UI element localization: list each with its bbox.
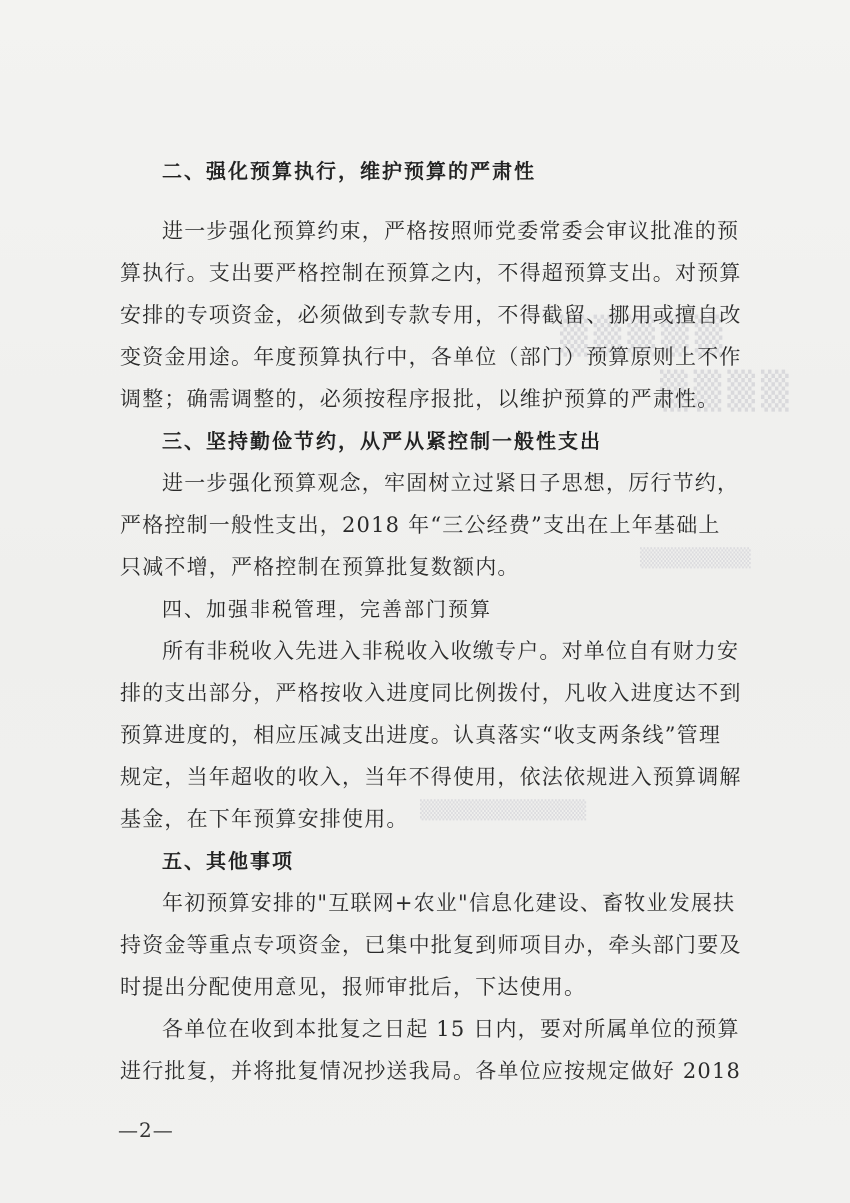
paragraph-line: 所有非税收入先进入非税收入收缴专户。对单位自有财力安 [162,639,740,663]
paragraph-line: 基金，在下年预算安排使用。 [120,807,409,831]
page-number: —2— [118,1118,174,1142]
paragraph-line: 各单位在收到本批复之日起 15 日内，要对所属单位的预算 [162,1017,740,1041]
paragraph-line: 变资金用途。年度预算执行中，各单位（部门）预算原则上不作 [120,345,742,369]
bleed-through-shadow: ▒▒▒▒ [660,370,795,412]
section-heading: 二、强化预算执行，维护预算的严肃性 [162,159,536,183]
bleed-through-shadow: ▒▒▒▒▒▒▒▒▒▒▒▒ [420,800,587,821]
bleed-through-shadow: ▒▒▒▒▒▒▒▒ [640,548,751,569]
section-heading: 四、加强非税管理，完善部门预算 [162,597,492,621]
section-heading: 三、坚持勤俭节约，从严从紧控制一般性支出 [162,429,602,453]
paragraph-line: 只减不增，严格控制在预算批复数额内。 [120,555,520,579]
paragraph-line: 算执行。支出要严格控制在预算之内，不得超预算支出。对预算 [120,261,742,285]
document-body [120,150,760,1092]
paragraph-line: 进行批复，并将批复情况抄送我局。各单位应按规定做好 2018 [120,1059,742,1083]
paragraph-line: 排的支出部分，严格按收入进度同比例拨付，凡收入进度达不到 [120,681,742,705]
paragraph-line: 调整；确需调整的，必须按程序报批，以维护预算的严肃性。 [120,387,720,411]
paragraph-line: 预算进度的，相应压减支出进度。认真落实“收支两条线”管理 [120,723,722,747]
paragraph-line: 时提出分配使用意见，报师审批后，下达使用。 [120,975,587,999]
paragraph-line: 严格控制一般性支出，2018 年“三公经费”支出在上年基础上 [120,513,721,537]
paragraph-line: 进一步强化预算约束，严格按照师党委常委会审议批准的预 [162,219,740,243]
paragraph-line: 安排的专项资金，必须做到专款专用，不得截留、挪用或擅自改 [120,303,742,327]
paragraph-line: 规定，当年超收的收入，当年不得使用，依法依规进入预算调解 [120,765,742,789]
paragraph-line: 年初预算安排的"互联网+农业"信息化建设、畜牧业发展扶 [162,891,736,915]
paragraph-line: 持资金等重点专项资金，已集中批复到师项目办，牵头部门要及 [120,933,742,957]
paragraph-line: 进一步强化预算观念，牢固树立过紧日子思想，厉行节约， [162,471,740,495]
section-heading: 五、其他事项 [162,849,294,873]
bleed-through-shadow: ▒▒▒▒▒ [560,315,729,357]
